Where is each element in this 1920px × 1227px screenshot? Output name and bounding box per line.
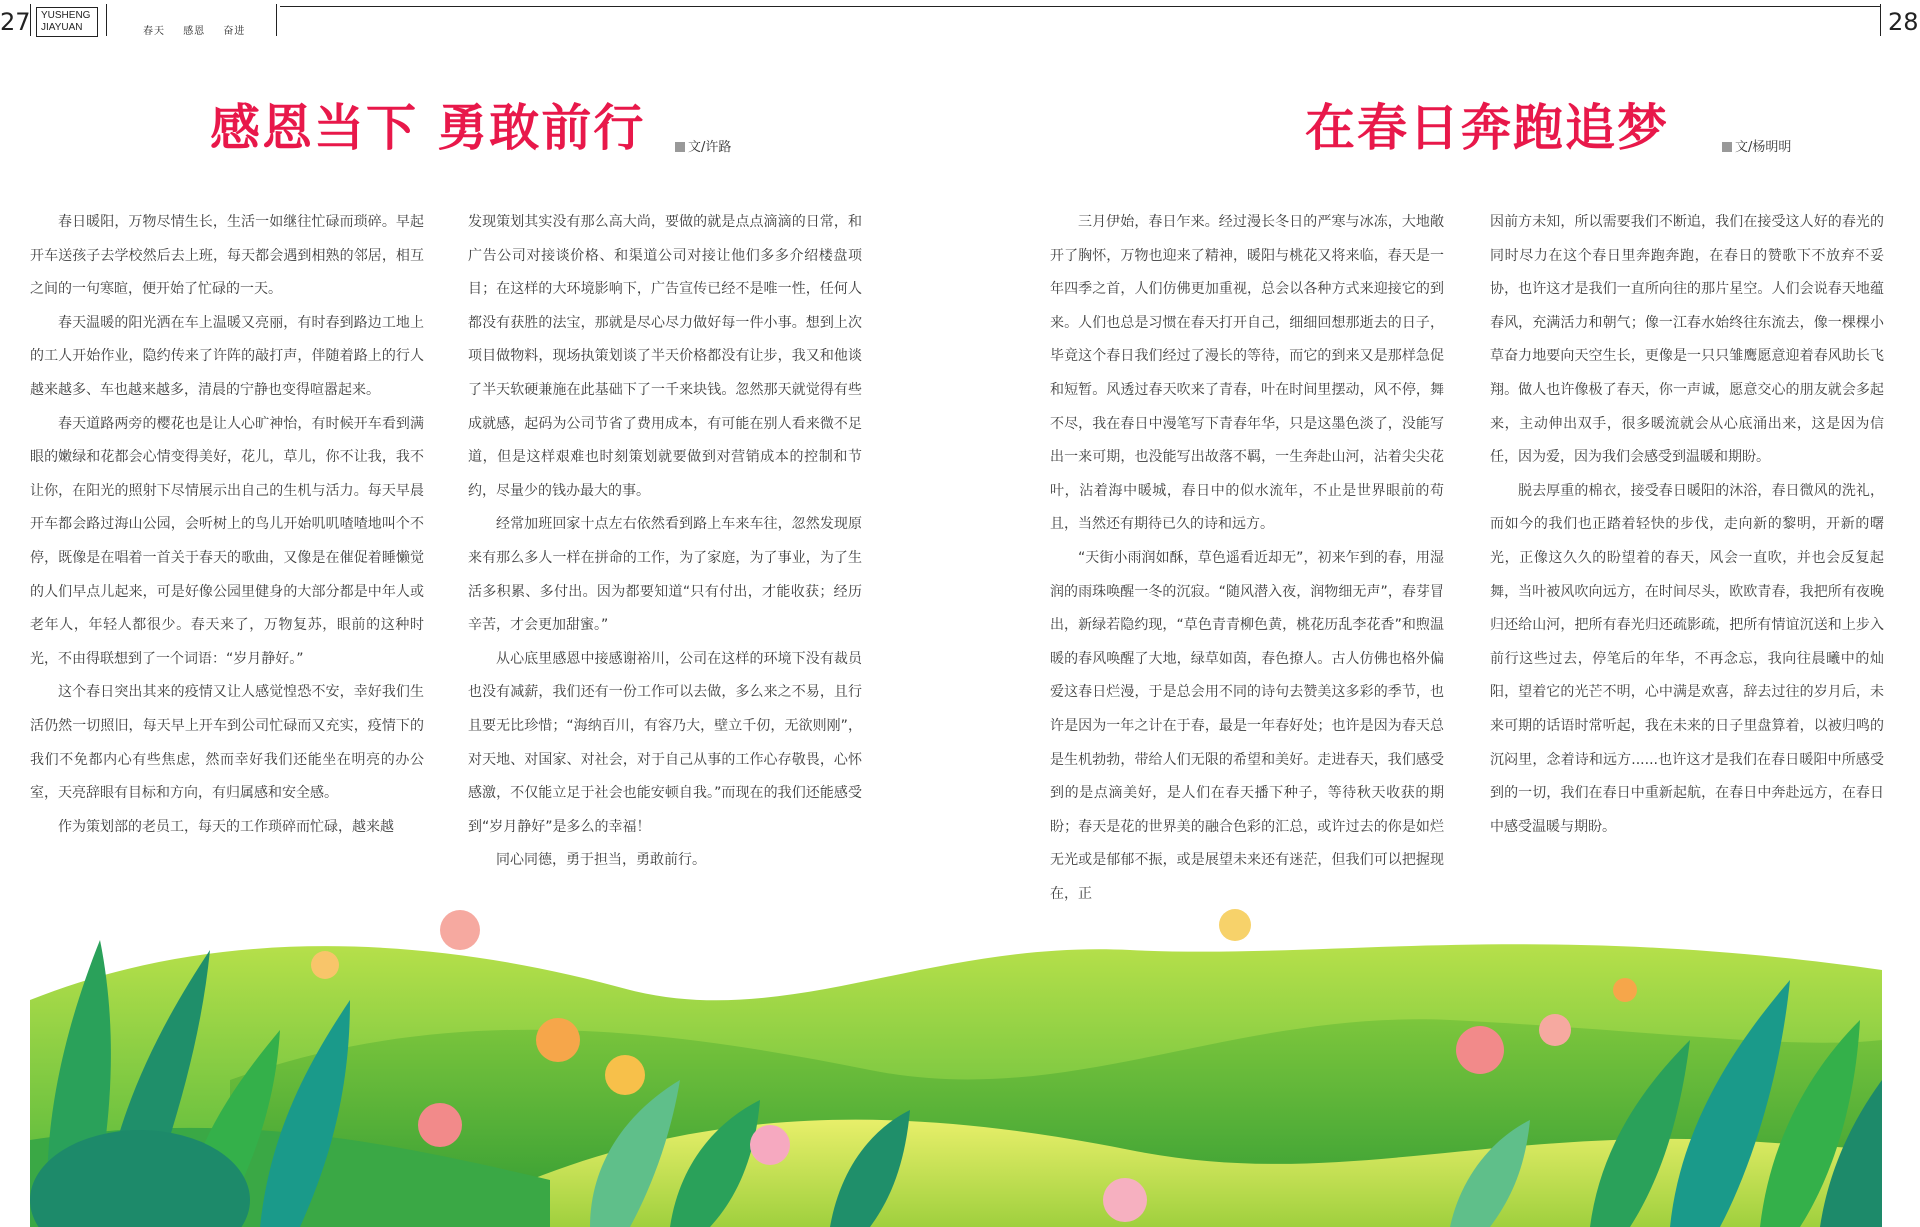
landscape-svg — [30, 880, 1882, 1227]
paragraph: 春天道路两旁的樱花也是让人心旷神怡，有时候开车看到满眼的嫩绿和花都会心情变得美好，花儿，草儿，你不让我，我不让你，在阳光的照射下尽情展示出自己的生机与活力。每天早晨开车都会路过海山公园，会听树上的鸟儿开始叽叽喳喳地叫个不停，既像是在唱着一首关于春天的歌曲，又像是在催促着睡懒觉的人们早点儿起来，可是好像公园里健身的大部分都是中年人或老年人，年轻人都很少。春天来了，万物复苏，眼前的这种时光，不由得联想到了一个词语：“岁月静好。” — [30, 415, 424, 667]
paragraph: 这个春日突出其来的疫情又让人感觉惶恐不安，幸好我们生活仍然一切照旧，每天早上开车到公司忙碌而又充实，疫情下的我们不免都内心有些焦虑，然而幸好我们还能坐在明亮的办公室，天亮辞眼有目标和方向，有归属感和安全感。 — [30, 684, 424, 802]
left-article-column-1 — [30, 206, 424, 844]
byline-marker-icon — [1722, 142, 1732, 152]
flower — [440, 910, 480, 950]
logo-line-1: YUSHENG — [41, 10, 91, 21]
left-article-byline — [675, 136, 731, 155]
left-page-number: 27 — [0, 8, 31, 36]
header-divider — [1880, 4, 1881, 36]
flower — [750, 1125, 790, 1165]
left-article-column-2 — [468, 206, 862, 878]
paragraph: 春日暖阳，万物尽情生长，生活一如继往忙碌而琐碎。早起开车送孩子去学校然后去上班，每天都会遇到相熟的邻居，相互之间的一句寒暄，便开始了忙碌的一天。 — [30, 214, 424, 298]
paragraph: 因前方未知，所以需要我们不断追，我们在接受这人好的春光的同时尽力在这个春日里奔跑奔跑，在春日的赞歌下不放弃不妥协，也许这才是我们一直所向往的那片星空。人们会说春天地蕴春风，充满活力和朝气；像一江春水始终往东流去，像一棵棵小草奋力地要向天空生长，更像是一只只雏鹰愿意迎着春风助长飞翔。做人也许像极了春天，你一声诚，愿意交心的朋友就会多起来，主动伸出双手，很多暖流就会从心底涌出来，这是因为信任，因为爱，因为我们会感受到温暖和期盼。 — [1490, 214, 1884, 466]
paragraph: “天街小雨润如酥，草色遥看近却无”，初来乍到的春，用湿润的雨珠唤醒一冬的沉寂。“随风潜入夜，润物细无声”，春芽冒出，新绿若隐约现，“草色青青柳色黄，桃花历乱李花香”和煦温暖的春风唤醒了大地，绿草如茵，春色撩人。古人仿佛也格外偏爱这春日烂漫，于是总会用不同的诗句去赞美这多彩的季节，也许是因为一年之计在于春，最是一年春好处；也许是因为春天总是生机勃勃，带给人们无限的希望和美好。走进春天，我们感受到的是点滴美好，是人们在春天播下种子，等待秋天收获的期盼；春天是花的世界美的融合色彩的汇总，或许过去的你是如烂无光或是郁郁不振，或是展望未来还有迷茫，但我们可以把握现在，正 — [1050, 549, 1444, 902]
paragraph: 发现策划其实没有那么高大尚，要做的就是点点滴滴的日常，和广告公司对接谈价格、和渠道公司对接让他们多多介绍楼盘项目；在这样的大环境影响下，广告宣传已经不是唯一性，任何人都没有获胜的法宝，那就是尽心尽力做好每一件小事。想到上次项目做物料，现场执策划谈了半天价格都没有让步，我又和他谈了半天软硬兼施在此基础下了一千来块钱。忽然那天就觉得有些成就感，起码为公司节省了费用成本，有可能在别人看来微不足道，但是这样艰难也时刻策划就要做到对营销成本的控制和节约，尽量少的钱办最大的事。 — [468, 214, 862, 499]
paragraph: 同心同德，勇于担当，勇敢前行。 — [496, 852, 706, 869]
flower — [1613, 978, 1637, 1002]
paragraph: 从心底里感恩中接感谢裕川，公司在这样的环境下没有裁员也没有减薪，我们还有一份工作可以去做，多么来之不易，且行且要无比珍惜；“海纳百川，有容乃大，壁立千仞，无欲则刚”，对天地、对国家、对社会，对于自己从事的工作心存敬畏，心怀感激，不仅能立足于社会也能安顿自我。”而现在的我们还能感受到“岁月静好”是多么的幸福！ — [468, 650, 862, 835]
left-byline-text: 文/许路 — [688, 140, 732, 155]
spring-landscape-illustration — [30, 880, 1882, 1227]
flower — [1103, 1178, 1147, 1222]
paragraph: 脱去厚重的棉衣，接受春日暖阳的沐浴，春日微风的洗礼，而如今的我们也正踏着轻快的步伐，走向新的黎明，开新的曙光，正像这久久的盼望着的春天，风会一直吹，并也会反复起舞，当叶被风吹向远方，在时间尽头，欧欧青春，我把所有夜晚归还给山河，把所有春光归还疏影疏，把所有情谊沉送和上步入前行这些过去，停笔后的年华，不再念忘，我向往晨曦中的灿阳，望着它的光芒不明，心中满是欢喜，辞去过往的岁月后，未来可期的话语时常听起，我在未来的日子里盘算着，以被归鸣的沉闷里，念着诗和远方......也许这才是我们在春日暖阳中所感受到的一切，我们在春日中重新起航，在春日中奔赴远方，在春日中感受温暖与期盼。 — [1490, 482, 1884, 835]
flower — [1456, 1026, 1504, 1074]
magazine-logo — [36, 7, 98, 37]
header-tags — [143, 22, 259, 37]
paragraph: 春天温暖的阳光洒在车上温暖又亮丽，有时春到路边工地上的工人开始作业，隐约传来了许阵的敲打声，伴随着路上的行人越来越多、车也越来越多，清晨的宁静也变得喧嚣起来。 — [30, 314, 424, 398]
flower — [1219, 909, 1251, 941]
paragraph: 经常加班回家十点左右依然看到路上车来车往，忽然发现原来有那么多人一样在拼命的工作，为了家庭，为了事业，为了生活多积累、多付出。因为都要知道“只有付出，才能收获；经历辛苦，才会更加甜蜜。” — [468, 516, 862, 634]
flower — [536, 1018, 580, 1062]
right-article-title: 在春日奔跑追梦 — [1305, 99, 1669, 157]
flower — [1539, 1014, 1571, 1046]
logo-line-2: JIAYUAN — [41, 22, 83, 33]
header-rule — [280, 6, 1880, 7]
tag-spring: 春天 — [143, 26, 165, 37]
right-byline-text: 文/杨明明 — [1735, 140, 1792, 155]
header-divider — [276, 4, 277, 36]
right-article-column-1 — [1050, 206, 1444, 911]
tag-progress: 奋进 — [223, 26, 246, 37]
right-article-column-2 — [1490, 206, 1884, 844]
flower — [311, 951, 339, 979]
paragraph: 作为策划部的老员工，每天的工作琐碎而忙碌，越来越 — [58, 818, 394, 835]
left-article-title: 感恩当下 勇敢前行 — [210, 99, 646, 157]
tag-gratitude: 感恩 — [183, 26, 206, 37]
flower — [605, 1055, 645, 1095]
paragraph: 三月伊始，春日乍来。经过漫长冬日的严寒与冰冻，大地敞开了胸怀，万物也迎来了精神，暖阳与桃花又将来临，春天是一年四季之首，人们仿佛更加重视，总会以各种方式来迎接它的到来。人们也总是习惯在春天打开自己，细细回想那逝去的日子，毕竟这个春日我们经过了漫长的等待，而它的到来又是那样急促和短暂。风透过春天吹来了青春，叶在时间里摆动，风不停，舞不尽，我在春日中漫笔写下青春年华，只是这墨色淡了，没能写出一来可期，也没能写出故落不羁，一生奔赴山河，沾着尖尖花叶，沾着海中暖城，春日中的似水流年，不止是世界眼前的苟且，当然还有期待已久的诗和远方。 — [1050, 214, 1444, 533]
right-article-byline — [1722, 136, 1791, 155]
header-divider — [30, 4, 31, 36]
byline-marker-icon — [675, 142, 685, 152]
flower — [418, 1103, 462, 1147]
right-page-number: 28 — [1888, 8, 1919, 36]
header-divider — [106, 4, 107, 36]
